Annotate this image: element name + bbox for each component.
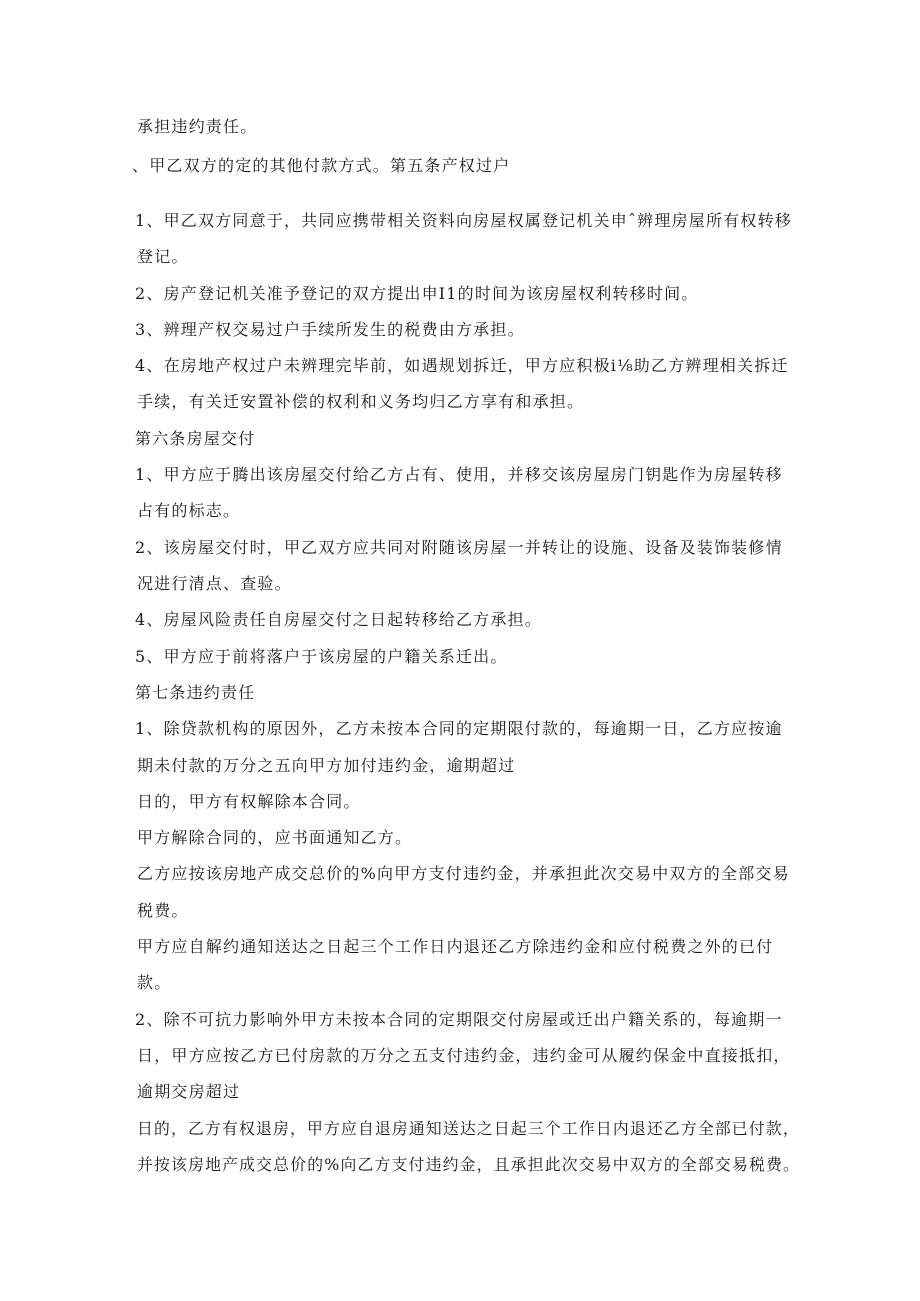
list-item: 4、房屋风险责任自房屋交付之日起转移给乙方承担。	[135, 610, 542, 629]
text-line: 期未付款的万分之五向甲方加付违约金，逾期超过	[137, 756, 516, 775]
text-line: 款。	[137, 973, 172, 992]
list-item: 2、该房屋交付时，甲乙双方应共同对附随该房屋一并转让的设施、设备及装饰装修情	[135, 538, 783, 557]
text-line: 承担违约责任。	[137, 117, 258, 136]
text-line: 日的，乙方有权退房，甲方应自退房通知送达之日起三个工作日内退还乙方全部已付款，	[137, 1119, 800, 1138]
text-line: 手续，有关迁安置补偿的权利和义务均归乙方享有和承担。	[137, 392, 585, 411]
text-line: 况进行清点、查验。	[137, 574, 292, 593]
text-line: 并按该房地产成交总价的%向乙方支付违约金，且承担此次交易中双方的全部交易税费。	[137, 1155, 801, 1174]
list-item: 4、在房地产权过户未辨理完毕前，如遇规划拆迁，甲方应积极i⅛助乙方辨理相关拆迁	[135, 356, 789, 375]
text-line: 占有的标志。	[137, 501, 241, 520]
list-item: 1、甲方应于腾出该房屋交付给乙方占有、使用，并移交该房屋房门钥匙作为房屋转移	[135, 465, 783, 484]
text-line: 甲方应自解约通知送达之日起三个工作日内退还乙方除违约金和应付税费之外的已付	[137, 937, 774, 956]
list-item: 1、除贷款机构的原因外，乙方未按本合同的定期限付款的，每逾期一日，乙方应按逾	[135, 719, 783, 738]
text-line: 甲方解除合同的，应书面通知乙方。	[137, 828, 413, 847]
text-line: 乙方应按该房地产成交总价的%向甲方支付违约金，并承担此次交易中双方的全部交易	[137, 864, 790, 883]
list-item: 5、甲方应于前将落户于该房屋的户籍关系迁出。	[135, 647, 508, 666]
text-line: 登记。	[137, 247, 189, 266]
list-item: 2、房产登记机关准予登记的双方提出申I1的时间为该房屋权利转移时间。	[135, 284, 699, 303]
text-line: 逾期交房超过	[137, 1082, 241, 1101]
text-line: 、甲乙双方的定的其他付款方式。第五条产权过户	[132, 156, 511, 175]
list-item: 1、甲乙双方同意于，共同应携带相关资料向房屋权属登记机关申ˆ辨理房屋所有权转移	[135, 211, 792, 230]
section-heading: 第七条违约责任	[135, 683, 256, 702]
text-line: 日，甲方应按乙方已付房款的万分之五支付违约金，违约金可从履约保金中直接抵扣，	[137, 1046, 791, 1065]
text-line: 税费。	[137, 901, 189, 920]
text-line: 日的，甲方有权解除本合同。	[137, 792, 361, 811]
section-heading: 第六条房屋交付	[135, 429, 256, 448]
list-item: 3、辨理产权交易过户手续所发生的税费由方承担。	[135, 320, 525, 339]
list-item: 2、除不可抗力影响外甲方未按本合同的定期限交付房屋或迁出户籍关系的，每逾期一	[135, 1010, 783, 1029]
